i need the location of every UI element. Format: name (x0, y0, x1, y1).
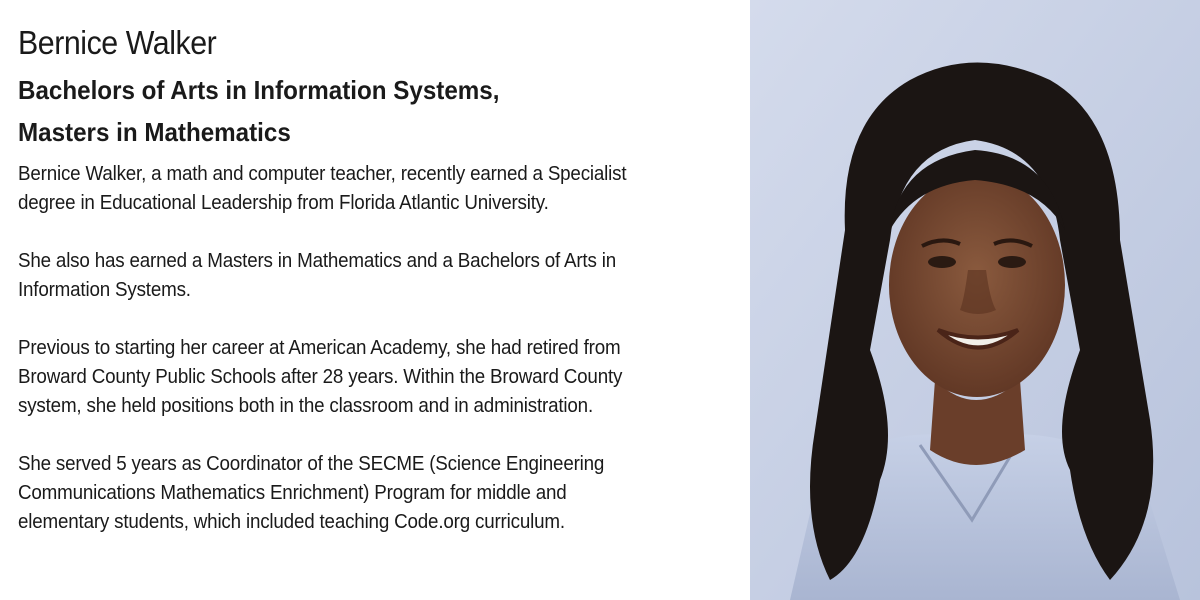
bio-paragraph-line: Broward County Public Schools after 28 years. Within the Broward County (18, 366, 623, 388)
bio-paragraph-4 (18, 450, 734, 537)
bio-text-column (18, 22, 734, 566)
bio-paragraph-line: Information Systems. (18, 279, 191, 301)
bio-paragraph-line: Bernice Walker, a math and computer teacher, recently earned a Specialist (18, 163, 627, 185)
person-name: Bernice Walker (18, 24, 217, 61)
bio-paragraph-line: Communications Mathematics Enrichment) Program for middle and (18, 482, 567, 504)
right-eye (998, 256, 1026, 268)
bio-paragraph-line: She served 5 years as Coordinator of the SECME (Science Engineering (18, 453, 605, 475)
portrait-illustration (750, 0, 1200, 600)
bio-paragraph-line: She also has earned a Masters in Mathematics and a Bachelors of Arts in (18, 250, 616, 272)
left-eye (928, 256, 956, 268)
bio-paragraph-line: degree in Educational Leadership from Florida Atlantic University. (18, 192, 549, 214)
bio-paragraph-line: elementary students, which included teaching Code.org curriculum. (18, 511, 565, 533)
portrait-photo (750, 0, 1200, 600)
bio-paragraph-line: Previous to starting her career at American Academy, she had retired from (18, 337, 621, 359)
bio-paragraph-3 (18, 334, 734, 421)
degree-line-2: Masters in Mathematics (18, 117, 291, 147)
bio-paragraph-2 (18, 247, 734, 305)
degree-line-1: Bachelors of Arts in Information Systems, (18, 75, 500, 105)
bio-paragraph-1 (18, 160, 734, 218)
bio-paragraph-line: system, she held positions both in the classroom and in administration. (18, 395, 593, 417)
